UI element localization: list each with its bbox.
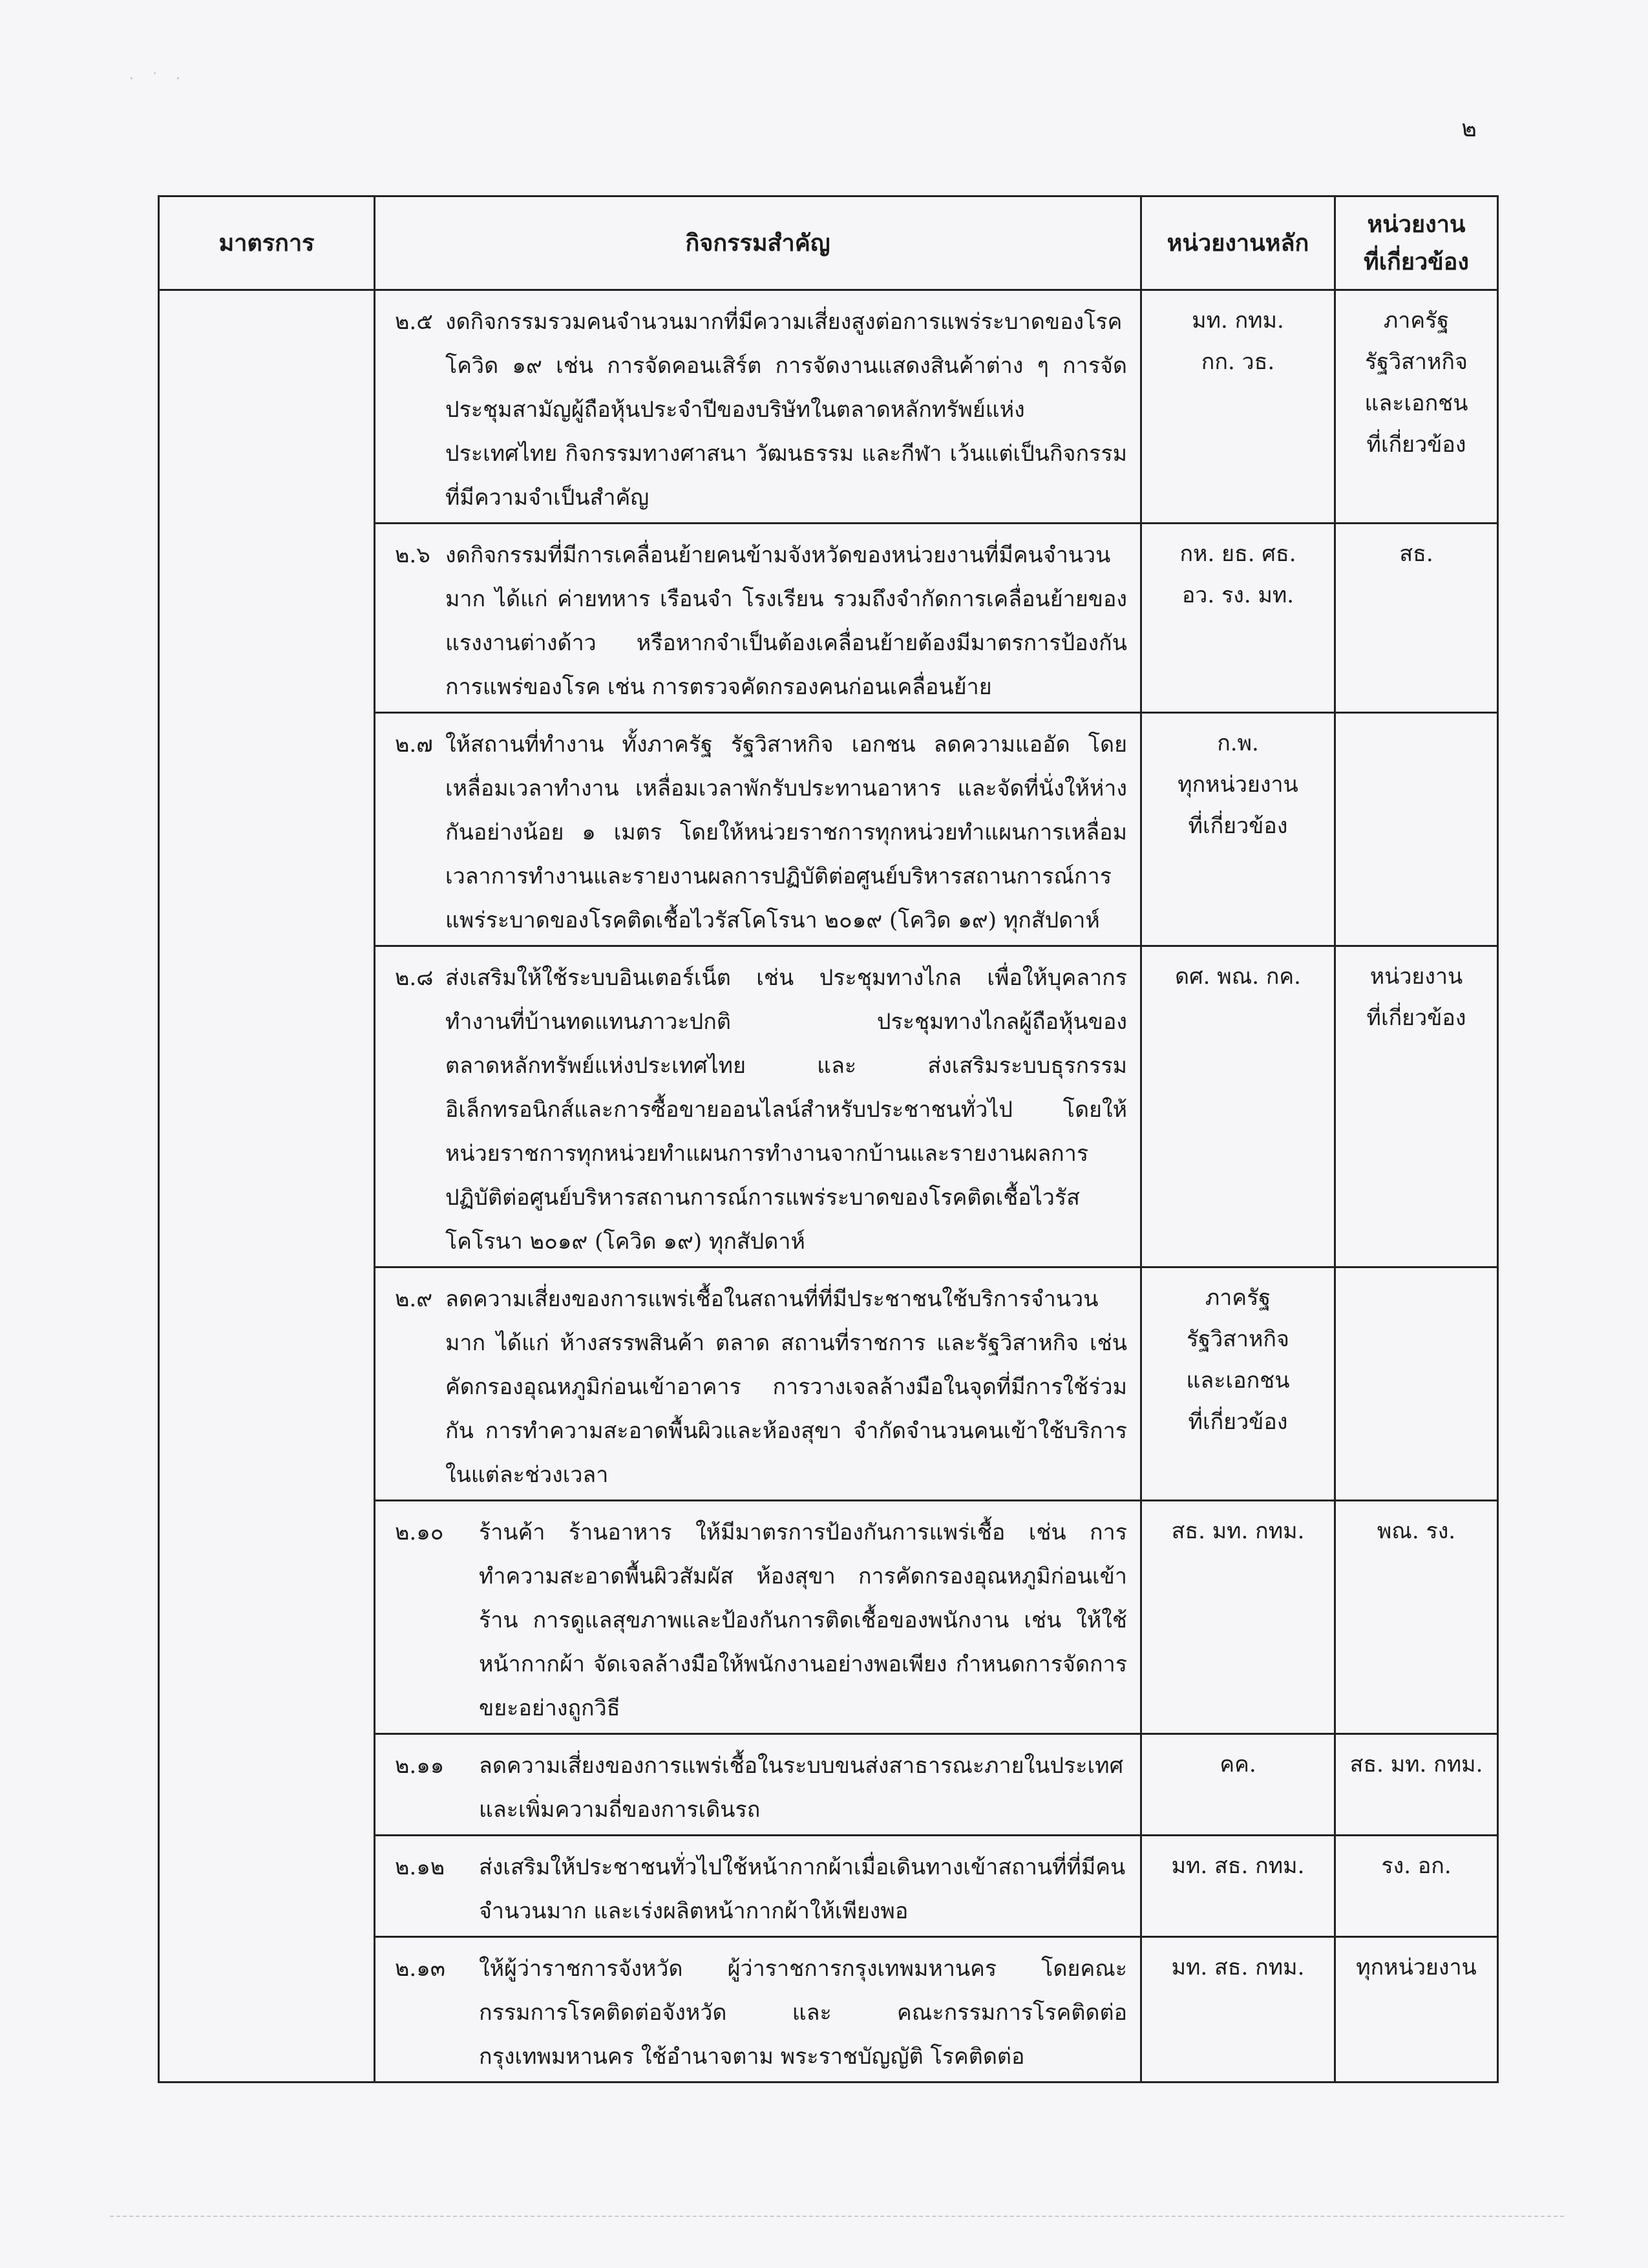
activity-number: ๒.๑๑ (395, 1753, 445, 1779)
related-agency-cell (1335, 946, 1498, 1267)
related-agency-cell (1335, 1734, 1498, 1836)
lead-agency-cell (1141, 524, 1335, 713)
activity-cell (375, 1937, 1141, 2083)
related-agency-cell (1335, 1267, 1498, 1501)
activity-cell (375, 713, 1141, 946)
lead-agency-cell (1141, 290, 1335, 524)
measures-table (158, 195, 1499, 2083)
header-activity: กิจกรรมสำคัญ (375, 196, 1141, 290)
related-agency-line: ที่เกี่ยวข้อง (1366, 432, 1466, 458)
header-related-line2: ที่เกี่ยวข้อง (1364, 248, 1469, 275)
lead-agency-cell (1141, 713, 1335, 946)
related-agency-line: ภาครัฐ (1383, 308, 1450, 334)
measure-cell (159, 290, 375, 2083)
table-header-row (159, 196, 1498, 290)
lead-agency-line: อว. รง. มท. (1181, 582, 1294, 608)
related-agency-line: ที่เกี่ยวข้อง (1366, 1005, 1466, 1031)
activity-text: ร้านค้า ร้านอาหาร ให้มีมาตรการป้องกันการแพร่เชื้อ เช่น การทำความสะอาดพื้นผิวสัมผัส ห้องสุขา การคัดกรองอุณหภูมิก่อนเข้าร้าน การดูแลสุขภาพและป้องกันการติดเชื้อของพนักงาน เช่น ให้ใช้หน้ากากผ้า จัดเจลล้างมือให้พนักงานอย่างพอเพียง กำหนดการจัดการขยะอย่างถูกวิธี (479, 1520, 1127, 1721)
activity-number: ๒.๙ (395, 1286, 433, 1312)
lead-agency-cell (1141, 1734, 1335, 1836)
lead-agency-line: คค. (1220, 1752, 1256, 1777)
related-agency-line: สธ. (1399, 541, 1433, 567)
related-agency-line: ทุกหน่วยงาน (1356, 1955, 1477, 1980)
activity-cell (375, 1836, 1141, 1937)
lead-agency-cell (1141, 1836, 1335, 1937)
activity-text: งดกิจกรรมที่มีการเคลื่อนย้ายคนข้ามจังหวัดของหน่วยงานที่มีคนจำนวนมาก ได้แก่ ค่ายทหาร เรือนจำ โรงเรียน รวมถึงจำกัดการเคลื่อนย้ายของแรงงานต่างด้าว หรือหากจำเป็นต้องเคลื่อนย้ายต้องมีมาตรการป้องกันการแพร่ของโรค เช่น การตรวจคัดกรองคนก่อนเคลื่อนย้าย (445, 542, 1127, 700)
activity-number: ๒.๑๐ (395, 1520, 444, 1545)
activity-text: ส่งเสริมให้ใช้ระบบอินเตอร์เน็ต เช่น ประชุมทางไกล เพื่อให้บุคลากรทำงานที่บ้านทดแทนภาวะปกติ ประชุมทางไกลผู้ถือหุ้นของตลาดหลักทรัพย์แห่งประเทศไทย และ ส่งเสริมระบบธุรกรรมอิเล็กทรอนิกส์และการซื้อขายออนไลน์สำหรับประชาชนทั่วไป โดยให้หน่วยราชการทุกหน่วยทำแผนการทำงานจากบ้านและรายงานผลการปฏิบัติต่อศูนย์บริหารสถานการณ์การแพร่ระบาดของโรคติดเชื้อไวรัสโคโรนา ๒๐๑๙ (โควิด ๑๙) ทุกสัปดาห์ (445, 965, 1127, 1255)
activity-text: ส่งเสริมให้ประชาชนทั่วไปใช้หน้ากากผ้าเมื่อเดินทางเข้าสถานที่ที่มีคนจำนวนมาก และเร่งผลิตหน้ากากผ้าให้เพียงพอ (479, 1854, 1126, 1924)
activity-number: ๒.๑๒ (395, 1854, 445, 1880)
lead-agency-line: ทุกหน่วยงาน (1178, 772, 1298, 798)
page-number: ๒ (1461, 116, 1477, 142)
lead-agency-cell (1141, 1937, 1335, 2083)
header-measure: มาตรการ (159, 196, 375, 290)
lead-agency-line: กก. วธ. (1201, 349, 1275, 375)
lead-agency-line: ดศ. พณ. กค. (1175, 964, 1301, 990)
lead-agency-line: กห. ยธ. ศธ. (1179, 541, 1296, 567)
related-agency-cell (1335, 524, 1498, 713)
activity-number: ๒.๗ (395, 732, 433, 758)
related-agency-cell (1335, 1501, 1498, 1734)
activity-text: ลดความเสี่ยงของการแพร่เชื้อในสถานที่ที่มีประชาชนใช้บริการจำนวนมาก ได้แก่ ห้างสรรพสินค้า ตลาด สถานที่ราชการ และรัฐวิสาหกิจ เช่น คัดกรองอุณหภูมิก่อนเข้าอาคาร การวางเจลล้างมือในจุดที่มีการใช้ร่วมกัน การทำความสะอาดพื้นผิวและห้องสุขา จำกัดจำนวนคนเข้าใช้บริการในแต่ละช่วงเวลา (445, 1286, 1127, 1488)
lead-agency-cell (1141, 946, 1335, 1267)
related-agency-line: สธ. มท. กทม. (1349, 1752, 1483, 1777)
lead-agency-line: สธ. มท. กทม. (1171, 1518, 1305, 1544)
activity-text: งดกิจกรรมรวมคนจำนวนมากที่มีความเสี่ยงสูงต่อการแพร่ระบาดของโรคโควิด ๑๙ เช่น การจัดคอนเสิร์ต การจัดงานแสดงสินค้าต่าง ๆ การจัดประชุมสามัญผู้ถือหุ้นประจำปีของบริษัทในตลาดหลักทรัพย์แห่งประเทศไทย กิจกรรมทางศาสนา วัฒนธรรม และกีฬา เว้นแต่เป็นกิจกรรมที่มีความจำเป็นสำคัญ (445, 309, 1127, 511)
activity-number: ๒.๖ (395, 542, 430, 568)
lead-agency-line: ที่เกี่ยวข้อง (1188, 1409, 1288, 1435)
lead-agency-line: มท. สธ. กทม. (1171, 1853, 1305, 1879)
scan-edge-line (110, 2216, 1564, 2217)
activity-text: ให้สถานที่ทำงาน ทั้งภาครัฐ รัฐวิสาหกิจ เอกชน ลดความแออัด โดยเหลื่อมเวลาทำงาน เหลื่อมเวลาพักรับประทานอาหาร และจัดที่นั่งให้ห่างกันอย่างน้อย ๑ เมตร โดยให้หน่วยราชการทุกหน่วยทำแผนการเหลื่อมเวลาการทำงานและรายงานผลการปฏิบัติต่อศูนย์บริหารสถานการณ์การแพร่ระบาดของโรคติดเชื้อไวรัสโคโรนา ๒๐๑๙ (โควิด ๑๙) ทุกสัปดาห์ (445, 732, 1127, 933)
related-agency-cell (1335, 713, 1498, 946)
activity-cell (375, 1734, 1141, 1836)
header-related-line1: หน่วยงาน (1367, 211, 1466, 238)
lead-agency-line: ภาครัฐ (1205, 1285, 1271, 1311)
scan-specks: · ˙ · (129, 71, 187, 87)
lead-agency-line: ก.พ. (1217, 730, 1259, 756)
activity-number: ๒.๘ (395, 965, 434, 991)
lead-agency-line: มท. สธ. กทม. (1171, 1955, 1305, 1980)
table-row (159, 290, 1498, 524)
activity-text: ลดความเสี่ยงของการแพร่เชื้อในระบบขนส่งสาธารณะภายในประเทศ และเพิ่มความถี่ของการเดินรถ (479, 1753, 1124, 1823)
lead-agency-line: และเอกชน (1186, 1368, 1290, 1394)
activity-number: ๒.๑๓ (395, 1956, 446, 1982)
activity-text: ให้ผู้ว่าราชการจังหวัด ผู้ว่าราชการกรุงเทพมหานคร โดยคณะกรรมการโรคติดต่อจังหวัด และ คณะกรรมการโรคติดต่อกรุงเทพมหานคร ใช้อำนาจตาม พระราชบัญญัติ โรคติดต่อ (479, 1956, 1127, 2070)
activity-cell (375, 946, 1141, 1267)
header-lead-agency: หน่วยงานหลัก (1141, 196, 1335, 290)
lead-agency-cell (1141, 1267, 1335, 1501)
lead-agency-line: ที่เกี่ยวข้อง (1188, 813, 1288, 839)
related-agency-line: รง. อก. (1381, 1853, 1452, 1879)
related-agency-cell (1335, 290, 1498, 524)
activity-cell (375, 1501, 1141, 1734)
related-agency-cell (1335, 1937, 1498, 2083)
lead-agency-cell (1141, 1501, 1335, 1734)
activity-cell (375, 290, 1141, 524)
related-agency-line: พณ. รง. (1377, 1518, 1456, 1544)
related-agency-line: หน่วยงาน (1369, 964, 1463, 990)
related-agency-cell (1335, 1836, 1498, 1937)
related-agency-line: และเอกชน (1364, 390, 1468, 416)
activity-number: ๒.๕ (395, 309, 433, 335)
related-agency-line: รัฐวิสาหกิจ (1365, 349, 1468, 375)
lead-agency-line: มท. กทม. (1192, 308, 1284, 334)
activity-cell (375, 524, 1141, 713)
lead-agency-line: รัฐวิสาหกิจ (1187, 1326, 1289, 1352)
activity-cell (375, 1267, 1141, 1501)
header-related-agency (1335, 196, 1498, 290)
